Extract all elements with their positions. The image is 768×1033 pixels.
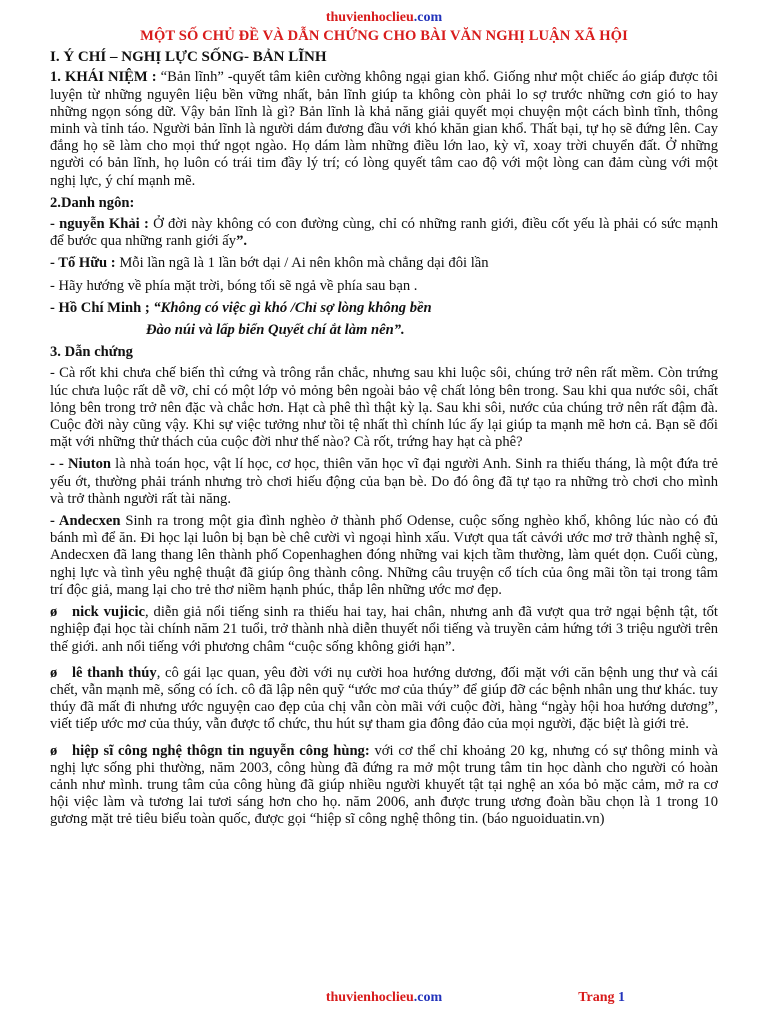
evidence-name: - - Niuton [50,456,111,473]
quote-text: Ở đời này không có con đường cùng, chỉ có những ranh giới, điều cốt yếu là phải có sức mạnh để bước qua những ranh giới ấy [50,216,719,250]
evidence-paragraph [50,513,718,599]
quote-author: - Tố Hữu : [50,255,116,272]
evidence-heading: 3. Dẫn chứng [50,344,133,361]
evidence-name: nick vujicic [72,604,145,621]
quote-author: - Hồ Chí Minh ; [50,299,150,316]
site-domain[interactable]: .com [413,10,443,25]
evidence-paragraph [50,604,718,656]
bullet-icon: ø [50,742,58,759]
evidence-text: là nhà toán học, vật lí học, cơ học, thiên văn học vĩ đại người Anh. Sinh ra thiếu tháng, là một đứa trẻ yếu ớt, thường phải tránh nhưng trò chơi hiếu động của bạn bè. Do đó ông đã tự tạo ra những trò chơi cho mình và trở thành người rất tài năng. [50,456,718,507]
site-name[interactable]: thuvienhoclieu [325,10,414,25]
quote-text: Mỗi lần ngã là 1 lần bớt dại / Ai nên khôn mà chẳng dại đôi lần [115,255,489,272]
evidence-paragraph [50,665,718,734]
evidence-text: Sinh ra trong một gia đình nghèo ở thành phố Odense, cuộc sống nghèo khổ, không lúc nào có đủ bánh mì để ăn. Đi học lại luôn bị bạn bè chê cười vì ngoại hình xấu. Vượt qua tất cảvới ước mơ trở thành nghệ sĩ, Andecxen đã lang thang lên thành phố Copenhaghen đóng những vai kịch tầm thường, làm quét dọn. Cuối cùng, nghị lực và tình yêu nghệ thuật đã giúp ông thành công. Những câu truyện cổ tích của ông mãi tồn tại trong tâm trí độc giả, mang lại cho trẻ thơ niềm hạnh phúc, thắp lên những ước mơ đẹp. [50,513,718,598]
quote-item [50,216,718,250]
quote-item [50,255,718,272]
quote-end: ”. [236,233,248,250]
quote-author: - nguyễn Khải : [50,216,149,233]
evidence-name: - Andecxen [50,513,121,530]
evidence-text: , diễn giả nổi tiếng sinh ra thiếu hai tay, hai chân, nhưng anh đã vượt qua trở ngại bệnh tật, tốt nghiệp đại học tài chính năm 21 tuổi, trở thành nhà diễn thuyết nổi tiếng và truyền cảm hứng tới 3 triệu người trên thế giới. anh nổi tiếng với phương châm “cuộc sống không giới hạn”. [50,604,718,655]
quote-item: - Hãy hướng về phía mặt trời, bóng tối sẽ ngả về phía sau bạn . [50,277,418,294]
definition-text: “Bản lĩnh” -quyết tâm kiên cường không ngại gian khổ. Giống như một chiếc áo giáp được tôi luyện từ những nguyên liệu bền vững nhất, bản lĩnh giúp ta không còn phải lo sợ trước những cơn gió to hay những ngọn sóng dữ. Vậy bản lĩnh là gì? Bản lĩnh là khả năng giải quyết mọi chuyện một cách bình tĩnh, thông minh và tỉnh táo. Người bản lĩnh là người dám đương đầu với khó khăn gian khổ. Thất bại, tự họ sẽ đứng lên. Cay đắng họ sẽ làm cho mọi thứ ngọt ngào. Họ dám làm những điều lớn lao, kỳ vĩ, xoay trời chuyển đất. Ở những người có bản lĩnh, họ luôn có trái tim đầy lý trí; có lòng quyết tâm cao độ với một lòng can đảm cùng với một nghị lực, ý chí mạnh mẽ. [50,69,718,189]
section-heading: I. Ý CHÍ – NGHỊ LỰC SỐNG- BẢN LĨNH [50,49,327,66]
quote-continuation: Đào núi và lấp biển Quyết chí ắt làm nên”. [146,322,405,339]
bullet-icon: ø [50,604,58,621]
evidence-name: hiệp sĩ công nghệ thôgn tin nguyễn công hùng: [72,742,370,759]
quote-text: “Không có việc gì khó /Chỉ sợ lòng không bền [149,299,432,316]
site-header [50,9,718,26]
page-footer [0,989,768,1009]
footer-site[interactable]: thuvienhoclieu.com [325,990,443,1005]
evidence-paragraph: - Cà rốt khi chưa chế biến thì cứng và trông rắn chắc, nhưng sau khi luộc sôi, chúng trở nên rất mềm. Còn trứng lúc chưa luộc rất dễ vỡ, chỉ có một lớp vỏ mỏng bên ngoài bảo vệ chất lỏng bên trong. Sau khi qua nước sôi, chất lỏng bên trong trở nên đặc và chắc hơn. Hạt cà phê thì thật kỳ lạ. Sau khi sôi, nước của chúng trở nên rất đậm đà. Cuộc đời này cũng vậy. Khi sự việc tưởng như tồi tệ nhất thì chính lúc ấy lại giúp ta mạnh mẽ hơn cả. Bạn sẽ đối mặt với những thử thách của cuộc đời như thế nào? Cà rốt, trứng hay hạt cà phê? [50,365,718,451]
bullet-icon: ø [50,664,58,681]
evidence-name: lê thanh thúy [72,664,157,681]
evidence-text: , cô gái lạc quan, yêu đời với nụ cười hoa hướng dương, đối mặt với căn bệnh ung thư và cái chết, vẫn mạnh mẽ, sống có ích. cô đã lập nên quỹ “ước mơ của thúy” để giúp đỡ các bệnh nhân ung thư khác. tuy thúy đã mất đi nhưng ước nguyện cao đẹp của chị vẫn còn mãi với cuộc đời, hàng “ngày hội hoa hướng dương”, viết tiếp ước mơ của thúy, vẫn được tổ chức, thu hút sự tham gia đông đảo của mọi người, đặc biệt là giới trẻ. [50,664,718,733]
document-page [0,9,768,1033]
evidence-paragraph [50,743,718,829]
evidence-text: với cơ thể chỉ khoảng 20 kg, nhưng có sự thông minh và nghị lực sống phi thường, năm 2003, công hùng đã đứng ra mở một trung tâm tin học dành cho người có hoàn cảnh như mình. trung tâm của công hùng đã giúp nhiều người khuyết tật tại nghệ an xóa bỏ mặc cảm, mở ra cơ hội việc làm và tương lai tươi sáng hơn cho họ. năm 2006, anh được trung ương đoàn bầu chọn là 1 trong 10 gương mặt trẻ tiêu biểu toàn quốc, được gọi “hiệp sĩ công nghệ thông tin. (báo nguoiduatin.vn) [50,742,718,828]
definition-heading: 1. KHÁI NIỆM : [50,69,157,86]
evidence-paragraph [50,456,718,508]
quote-item [50,300,718,317]
document-title: MỘT SỐ CHỦ ĐỀ VÀ DẪN CHỨNG CHO BÀI VĂN NGHỊ LUẬN XÃ HỘI [140,28,628,44]
page-number: Trang 1 [578,990,625,1005]
quotes-heading: 2.Danh ngôn: [50,194,135,211]
definition-paragraph [50,69,718,189]
